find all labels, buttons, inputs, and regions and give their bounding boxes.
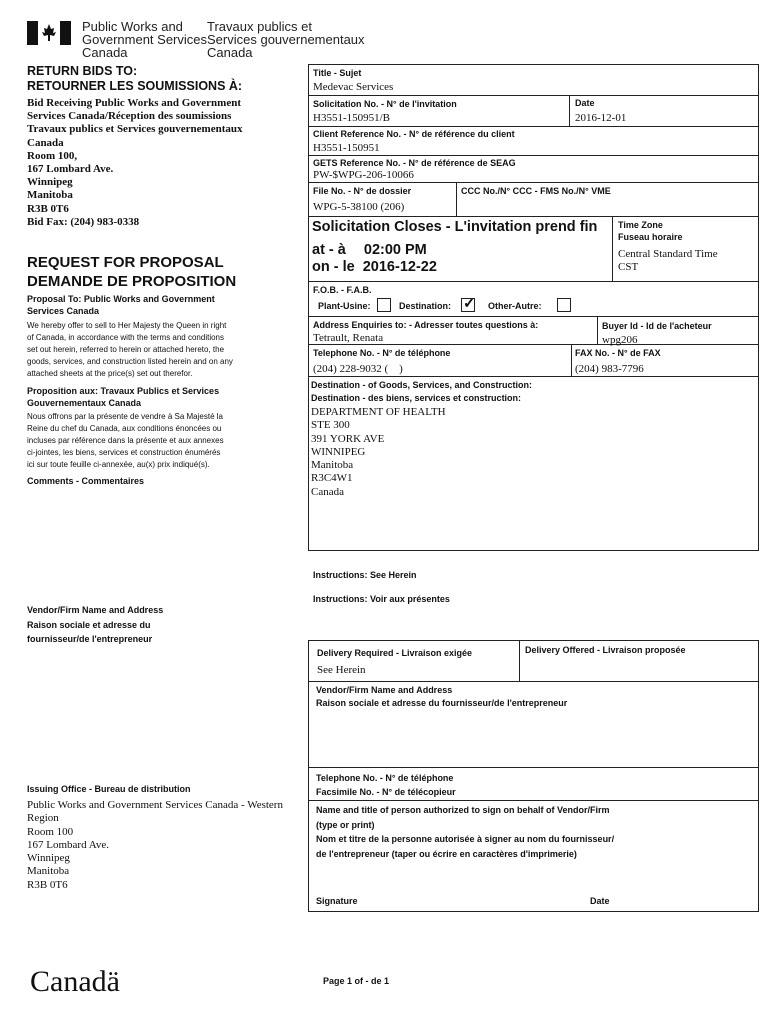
rule [569, 95, 570, 126]
closing-time-value: 02:00 PM [363, 242, 427, 258]
bid-receiving-address: Bid Receiving Public Works and Government Services Canada/Réception des soumissions Travaux publics et Services gouvernementaux Canada Room 100, 167 Lombard Ave. Winnipeg Manitoba R3B 0T6 Bid Fax: (204) 983-0338 [27, 97, 243, 228]
at-label: at - à [312, 242, 346, 258]
destination-goods-address: DEPARTMENT OF HEALTH STE 300 391 YORK AVE WINNIPEG Manitoba R3C4W1 Canada [311, 406, 446, 498]
ccc-no-label: CCC No./N° CCC - FMS No./N° VME [461, 186, 611, 196]
closing-time-row [312, 241, 427, 259]
rule [308, 155, 759, 156]
plant-checkbox[interactable] [377, 298, 391, 312]
proposal-to-text: We hereby offer to sell to Her Majesty the Queen in right of Canada, in accordance with the terms and conditions set out herein, referred to herein or attached hereto, the goods, services, and construction listed herein and on any attached sheets at the price(s) set out therefor. [27, 321, 233, 378]
phone-label: Telephone No. - N° de téléphone [313, 348, 451, 358]
solicitation-no-value: H3551-150951/B [313, 112, 390, 124]
vendor-name-address-field[interactable] [312, 712, 756, 764]
closing-date-row [312, 258, 437, 276]
time-zone-label: Time Zone Fuseau horaire [618, 220, 683, 242]
solicitation-no-label: Solicitation No. - N° de l'invitation [313, 99, 457, 109]
other-checkbox[interactable] [557, 298, 571, 312]
phone-value: (204) 228-9032 ( ) [313, 363, 403, 375]
rule [308, 316, 759, 317]
rule [308, 182, 759, 183]
telephone-facsimile-label: Telephone No. - N° de téléphone Facsimile No. - N° de télécopieur [316, 773, 456, 797]
rule [308, 800, 759, 801]
vendor-name-address-label: Vendor/Firm Name and Address Raison sociale et adresse du fournisseur/de l'entrepreneur [316, 685, 568, 708]
authorized-person-label: Name and title of person authorized to sign on behalf of Vendor/Firm (type or print) Nom et titre de la personne autorisée à signer au nom du fournisseur/ de l'entrepreneur (taper ou écrire en caractères d'imprimerie) [316, 805, 615, 859]
rule [308, 95, 759, 96]
fax-value: (204) 983-7796 [575, 363, 644, 375]
destination-label: Destination: [399, 301, 452, 311]
plant-label: Plant-Usine: [318, 301, 371, 311]
issuing-office-label: Issuing Office - Bureau de distribution [27, 784, 191, 794]
other-label: Other-Autre: [488, 301, 542, 311]
rule [519, 640, 520, 681]
buyer-id-label: Buyer Id - Id de l'acheteur [602, 321, 712, 331]
canada-wordmark: Canadä [30, 965, 120, 998]
return-bids-heading: RETURN BIDS TO: RETOURNER LES SOUMISSIONS À: [27, 64, 243, 93]
page-number: Page 1 of - de 1 [323, 976, 390, 986]
client-ref-value: H3551-150951 [313, 142, 380, 154]
buyer-id-value: wpg206 [602, 334, 638, 346]
dept-name-fr: Travaux publics et Services gouvernementaux Canada [207, 19, 365, 60]
destination-checkbox[interactable] [461, 295, 476, 312]
destination-check-mark: ✓ [463, 295, 476, 312]
rule [308, 126, 759, 127]
issuing-office-address: Public Works and Government Services Canada - Western Region Room 100 167 Lombard Ave. Winnipeg Manitoba R3B 0T6 [27, 799, 283, 891]
title-value: Medevac Services [313, 81, 394, 93]
rule [308, 681, 759, 682]
signature-date-label: Date [590, 896, 610, 906]
rule [597, 316, 598, 344]
file-no-value: WPG-5-38100 (206) [313, 201, 405, 213]
delivery-required-label: Delivery Required - Livraison exigée [317, 648, 473, 658]
rule [308, 216, 759, 217]
closing-date-value: 2016-12-22 [362, 259, 437, 275]
delivery-offered-label: Delivery Offered - Livraison proposée [525, 645, 686, 655]
fob-label: F.O.B. - F.A.B. [313, 285, 372, 295]
on-label: on - le [312, 259, 355, 275]
canada-flag-logo [27, 21, 71, 45]
rule [308, 376, 759, 377]
client-ref-label: Client Reference No. - N° de référence du client [313, 129, 515, 139]
gets-ref-label: GETS Reference No. - N° de référence de SEAG [313, 158, 516, 168]
rule [456, 182, 457, 216]
rule [308, 281, 759, 282]
proposal-to-label: Proposal To: Public Works and Government Services Canada [27, 294, 215, 316]
proposition-text: Nous offrons par la présente de vendre à Sa Majesté la Reine du chef du Canada, aux conditions énoncées ou incluses par référence dans la présente et aux annexes ci-jointes, les biens, services et construction énumérés ici sur toute feuille ci-annexée, au(x) prix indiqué(s). [27, 412, 224, 469]
delivery-required-value: See Herein [317, 664, 366, 676]
signature-label: Signature [316, 896, 358, 906]
instructions-en: Instructions: See Herein [313, 570, 417, 580]
delivery-offered-field[interactable] [522, 658, 756, 678]
date-label: Date [575, 98, 595, 108]
solicitation-closes-label: Solicitation Closes - L'invitation prend fin [312, 219, 598, 235]
enquiries-value: Tetrault, Renata [313, 332, 384, 344]
instructions-fr: Instructions: Voir aux présentes [313, 594, 450, 604]
gets-ref-value: PW-$WPG-206-10066 [313, 169, 414, 181]
file-no-label: File No. - N° de dossier [313, 186, 412, 196]
rule [612, 216, 613, 281]
dept-name-en: Public Works and Government Services Canada [82, 19, 207, 60]
vendor-firm-label: Vendor/Firm Name and Address Raison sociale et adresse du fournisseur/de l'entrepreneur [27, 605, 164, 644]
rfp-heading: REQUEST FOR PROPOSAL DEMANDE DE PROPOSITION [27, 254, 237, 290]
comments-label: Comments - Commentaires [27, 476, 145, 486]
fax-label: FAX No. - N° de FAX [575, 348, 661, 358]
rule [308, 767, 759, 768]
proposition-label: Proposition aux: Travaux Publics et Services Gouvernementaux Canada [27, 386, 220, 408]
date-value: 2016-12-01 [575, 112, 627, 124]
destination-goods-label: Destination - of Goods, Services, and Construction: Destination - des biens, services et construction: [311, 380, 533, 403]
time-zone-value: Central Standard Time CST [618, 248, 718, 273]
rule [571, 344, 572, 376]
title-label: Title - Sujet [313, 68, 362, 78]
enquiries-label: Address Enquiries to: - Adresser toutes questions à: [313, 320, 539, 330]
